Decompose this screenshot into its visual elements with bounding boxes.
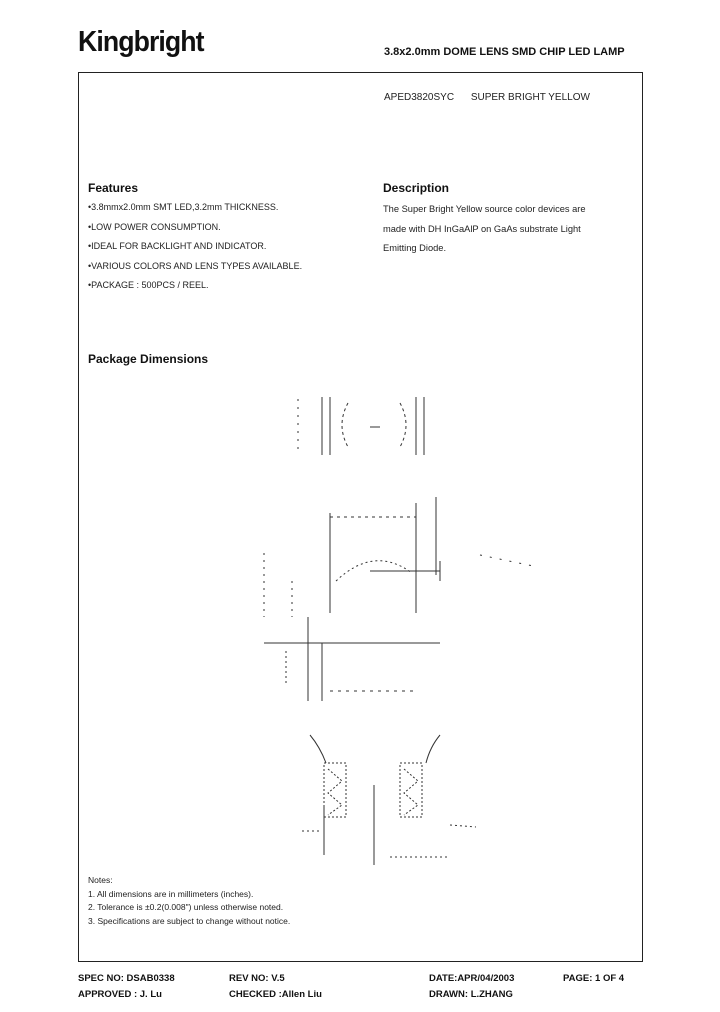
note-item: 3. Specifications are subject to change without notice. <box>88 915 291 926</box>
document-title: 3.8x2.0mm DOME LENS SMD CHIP LED LAMP <box>384 46 625 58</box>
package-dimensions-drawing <box>240 385 560 865</box>
description-line: Emitting Diode. <box>383 243 447 253</box>
revision-number: REV NO: V.5 <box>229 973 285 984</box>
feature-item: •VARIOUS COLORS AND LENS TYPES AVAILABLE. <box>88 260 303 271</box>
notes-heading: Notes: <box>88 875 113 885</box>
part-line <box>384 92 604 103</box>
spec-number: SPEC NO: DSAB0338 <box>78 973 175 984</box>
document-date: DATE:APR/04/2003 <box>429 973 515 984</box>
description-heading: Description <box>383 181 450 195</box>
part-number: APED3820SYC <box>384 92 455 103</box>
page-number: PAGE: 1 OF 4 <box>563 973 625 984</box>
feature-item: •PACKAGE : 500PCS / REEL. <box>88 280 209 290</box>
drawn-by: DRAWN: L.ZHANG <box>429 989 513 1000</box>
feature-item: •LOW POWER CONSUMPTION. <box>88 221 221 232</box>
note-item: 2. Tolerance is ±0.2(0.008") unless otherwise noted. <box>88 902 284 912</box>
features-list <box>88 198 302 296</box>
checked-by: CHECKED :Allen Liu <box>229 989 322 1000</box>
feature-item: •IDEAL FOR BACKLIGHT AND INDICATOR. <box>88 241 267 251</box>
package-dimensions-heading: Package Dimensions <box>88 352 209 366</box>
note-item: 1. All dimensions are in millimeters (inches). <box>88 888 254 899</box>
description-line: The Super Bright Yellow source color devices are <box>383 204 586 214</box>
description-text <box>383 200 633 259</box>
notes <box>88 874 290 928</box>
features-heading: Features <box>88 181 139 195</box>
description-line: made with DH InGaAlP on GaAs substrate Light <box>383 223 581 234</box>
approved-by: APPROVED : J. Lu <box>78 989 162 1000</box>
part-name: SUPER BRIGHT YELLOW <box>470 92 590 103</box>
feature-item: •3.8mmx2.0mm SMT LED,3.2mm THICKNESS. <box>88 202 279 212</box>
kingbright-logo: Kingbright <box>78 26 204 58</box>
